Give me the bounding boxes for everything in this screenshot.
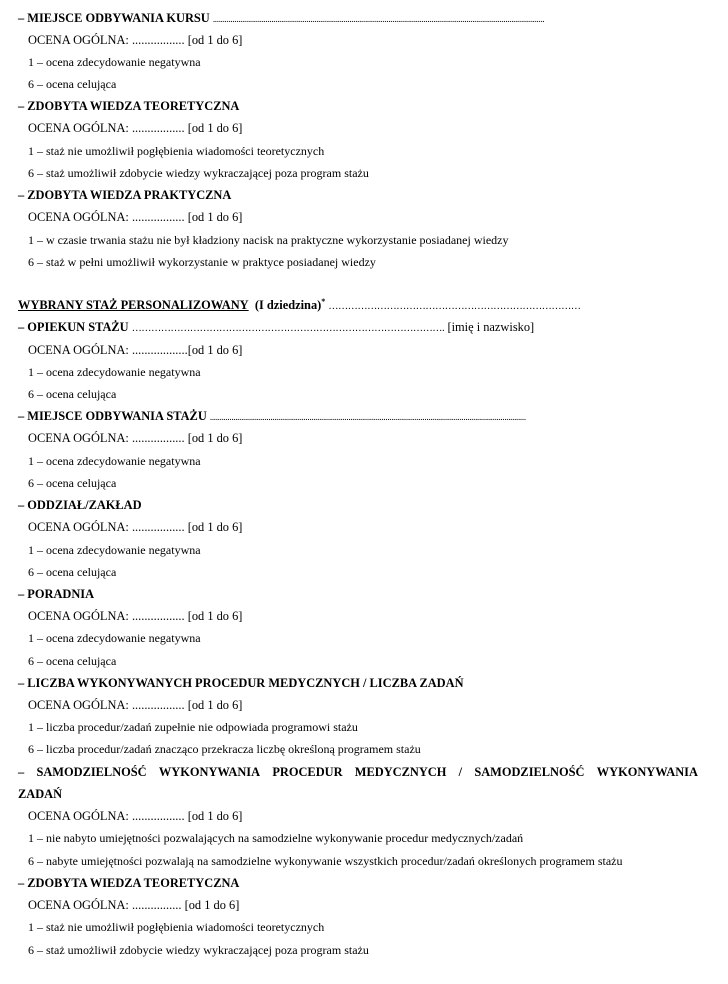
rating-scale-low: 1 – w czasie trwania stażu nie był kładziony nacisk na praktyczne wykorzystanie posiadanej wiedzy [28, 233, 509, 247]
section-heading-autonomy-cont: ZADAŃ [18, 787, 63, 801]
overall-rating-line: OCENA OGÓLNA: ..................[od 1 do 6] [28, 343, 243, 357]
personalized-internship-heading [18, 297, 581, 315]
rating-scale-high: 6 – ocena celująca [28, 387, 117, 401]
heading-text: – MIEJSCE ODBYWANIA STAŻU [18, 409, 207, 423]
overall-rating-line: OCENA OGÓLNA: ................. [od 1 do 6] [28, 121, 243, 135]
heading-word: / [458, 765, 463, 779]
overall-rating-line: OCENA OGÓLNA: ................. [od 1 do 6] [28, 609, 243, 623]
overall-rating-line: OCENA OGÓLNA: ................. [od 1 do 6] [28, 33, 243, 47]
rating-scale-high: 6 – ocena celująca [28, 654, 117, 668]
heading-text: – MIEJSCE ODBYWANIA KURSU [18, 11, 210, 25]
heading-word: SAMODZIELNOŚĆ [36, 765, 147, 779]
fill-dots: ……………………………………………………………………………………. [131, 323, 445, 334]
heading-word: MEDYCZNYCH [354, 765, 447, 779]
heading-word: SAMODZIELNOŚĆ [474, 765, 585, 779]
rating-scale-low: 1 – liczba procedur/zadań zupełnie nie odpowiada programowi stażu [28, 720, 358, 734]
overall-rating-line: OCENA OGÓLNA: ................. [od 1 do 6] [28, 520, 243, 534]
heading-word: WYKONYWANIA [596, 765, 698, 779]
section-heading-practical-knowledge: – ZDOBYTA WIEDZA PRAKTYCZNA [18, 188, 232, 202]
overall-rating-line: OCENA OGÓLNA: ................. [od 1 do 6] [28, 210, 243, 224]
section-heading-course-place [18, 10, 544, 27]
rating-scale-low: 1 – ocena zdecydowanie negatywna [28, 631, 201, 645]
field-hint: [imię i nazwisko] [447, 320, 535, 334]
rating-scale-high: 6 – ocena celująca [28, 565, 117, 579]
fill-dots: .................................................................................................................................................................. [209, 412, 526, 422]
rating-scale-low: 1 – staż nie umożliwił pogłębienia wiadomości teoretycznych [28, 920, 325, 934]
fill-dots: .......................................................................................................................................................................... [212, 14, 545, 24]
rating-scale-low: 1 – nie nabyto umiejętności pozwalających na samodzielne wykonywanie procedur medycznych/zadań [28, 831, 524, 845]
fill-dots: …………………………………………………………………… [328, 301, 581, 312]
rating-scale-high: 6 – nabyte umiejętności pozwalają na samodzielne wykonywanie wszystkich procedur/zadań określonych programem stażu [28, 854, 623, 868]
overall-rating-line: OCENA OGÓLNA: ................. [od 1 do 6] [28, 698, 243, 712]
section-subtitle: (I dziedzina) [254, 298, 322, 312]
section-heading-theory-knowledge: – ZDOBYTA WIEDZA TEORETYCZNA [18, 876, 240, 890]
rating-scale-high: 6 – liczba procedur/zadań znacząco przekracza liczbę określoną programem stażu [28, 742, 421, 756]
section-heading-clinic: – PORADNIA [18, 587, 95, 601]
section-heading-supervisor [18, 319, 534, 337]
section-heading-theory-knowledge: – ZDOBYTA WIEDZA TEORETYCZNA [18, 99, 240, 113]
footnote-mark: * [321, 296, 326, 306]
section-heading-procedure-count: – LICZBA WYKONYWANYCH PROCEDUR MEDYCZNYCH / LICZBA ZADAŃ [18, 676, 464, 690]
rating-scale-high: 6 – ocena celująca [28, 77, 117, 91]
heading-text: – OPIEKUN STAŻU [18, 320, 129, 334]
overall-rating-line: OCENA OGÓLNA: ................. [od 1 do 6] [28, 809, 243, 823]
heading-word: WYKONYWANIA [158, 765, 261, 779]
overall-rating-line: OCENA OGÓLNA: ................ [od 1 do 6] [28, 898, 240, 912]
section-title: WYBRANY STAŻ PERSONALIZOWANY [18, 298, 249, 312]
rating-scale-high: 6 – staż umożliwił zdobycie wiedzy wykraczającej poza program stażu [28, 166, 369, 180]
rating-scale-high: 6 – ocena celująca [28, 476, 117, 490]
section-heading-autonomy [18, 764, 698, 780]
rating-scale-high: 6 – staż umożliwił zdobycie wiedzy wykraczającej poza program stażu [28, 943, 369, 957]
rating-scale-low: 1 – ocena zdecydowanie negatywna [28, 365, 201, 379]
rating-scale-low: 1 – ocena zdecydowanie negatywna [28, 543, 201, 557]
rating-scale-high: 6 – staż w pełni umożliwił wykorzystanie w praktyce posiadanej wiedzy [28, 255, 376, 269]
section-heading-department: – ODDZIAŁ/ZAKŁAD [18, 498, 142, 512]
rating-scale-low: 1 – ocena zdecydowanie negatywna [28, 55, 201, 69]
overall-rating-line: OCENA OGÓLNA: ................. [od 1 do 6] [28, 431, 243, 445]
heading-word: – [18, 765, 25, 779]
rating-scale-low: 1 – staż nie umożliwił pogłębienia wiadomości teoretycznych [28, 144, 325, 158]
section-heading-internship-place [18, 408, 526, 425]
rating-scale-low: 1 – ocena zdecydowanie negatywna [28, 454, 201, 468]
heading-word: PROCEDUR [272, 765, 343, 779]
